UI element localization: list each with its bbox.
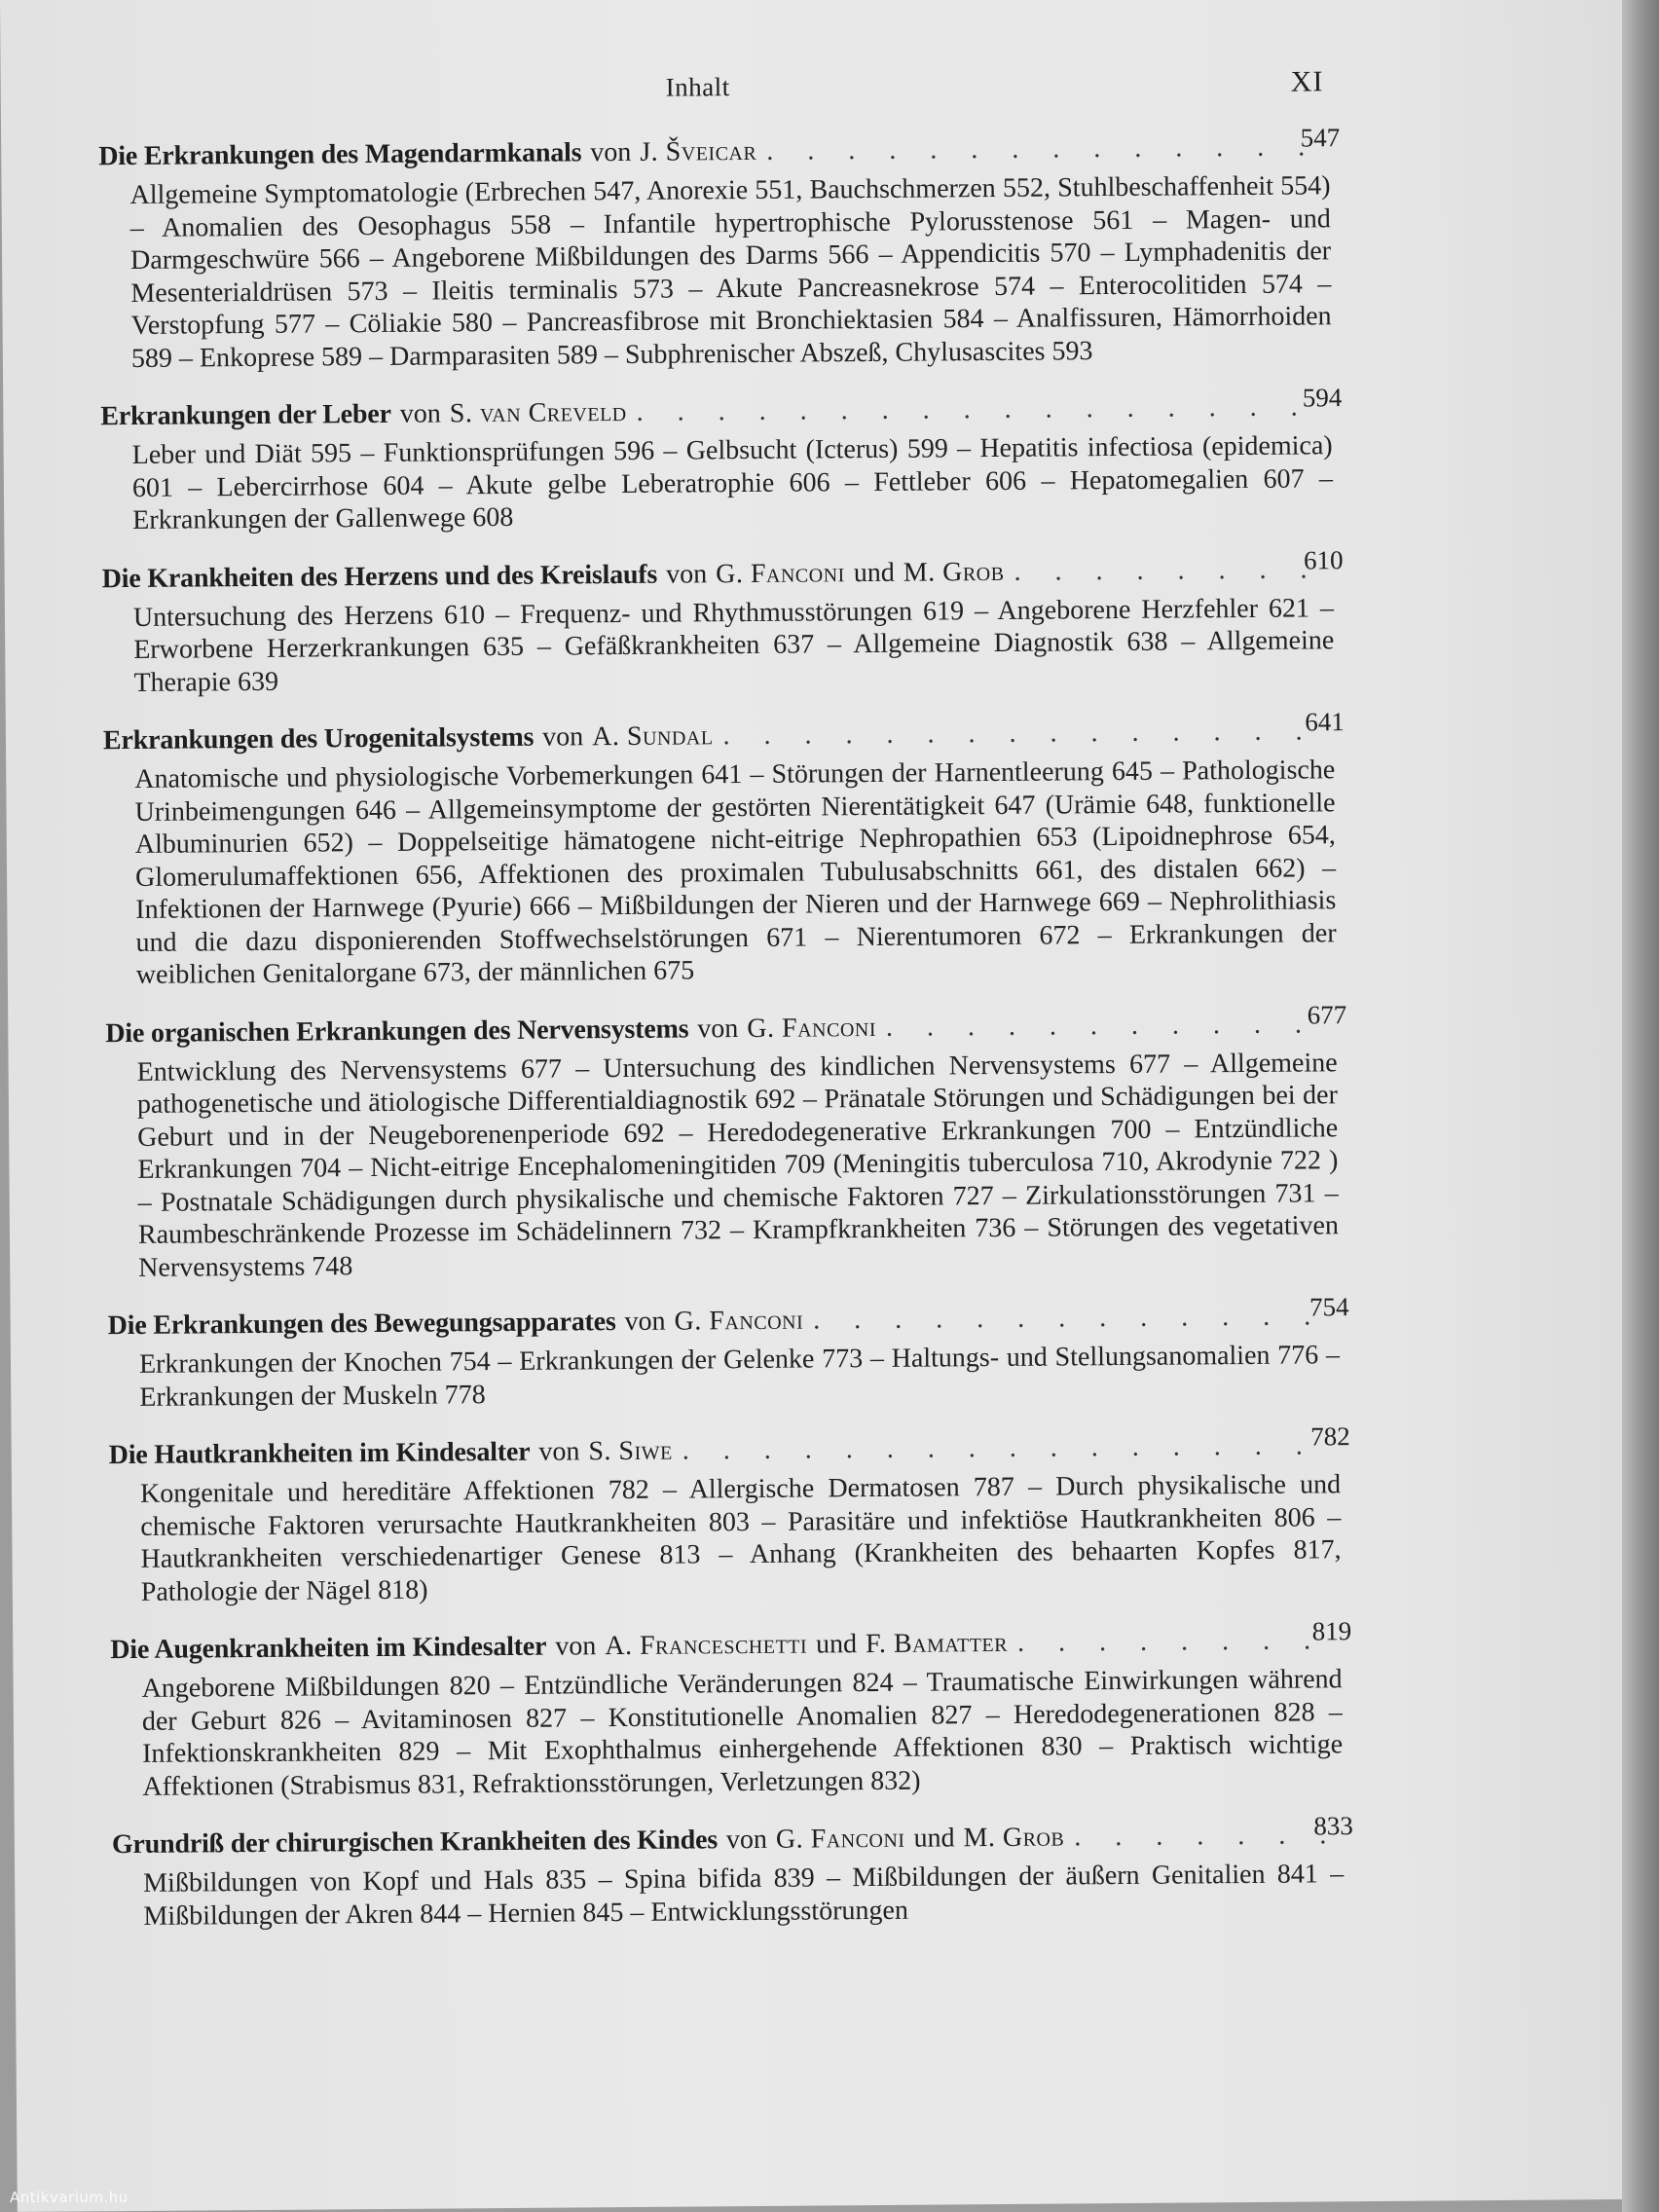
chapter-summary: Leber und Diät 595 – Funktionsprüfungen 596 – Gelbsucht (Icterus) 599 – Hepatitis infectiosa (epidemica) 601 – Lebercirrhose 604 – Akute gelbe Leberatrophie 606 – Fettleber 606 – Hepatomegalien 607 – Erkrankungen der Gallenwege 608 (131, 430, 1334, 535)
toc-entry-heading (109, 1429, 1341, 1472)
table-of-contents (98, 123, 1353, 1958)
chapter-page-number: 610 (1303, 544, 1344, 575)
toc-entry-heading (102, 553, 1334, 596)
chapter-title: Grundriß der chirurgischen Krankheiten des Kindes (111, 1825, 719, 1861)
chapter-title: Erkrankungen der Leber (100, 398, 391, 432)
page-number: XI (1290, 65, 1324, 98)
dot-leader (813, 1300, 1330, 1337)
chapter-author: A. Franceschetti (605, 1629, 808, 1662)
author-prefix: von (542, 721, 584, 753)
chapter-title: Erkrankungen des Urogenitalsystems (102, 721, 535, 756)
author-prefix: von (399, 398, 441, 429)
chapter-author: G. Fanconi (674, 1305, 804, 1337)
chapter-title: Die Erkrankungen des Magendarmkanals (98, 137, 582, 172)
author-prefix: von (725, 1824, 768, 1856)
toc-entry-heading (98, 130, 1330, 173)
author-prefix: von (590, 136, 632, 168)
chapter-author: S. Siwe (588, 1435, 673, 1467)
toc-entry (110, 1616, 1352, 1803)
dot-leader (766, 130, 1320, 167)
dot-leader (722, 715, 1325, 753)
page-header (1, 65, 1625, 117)
chapter-title: Die Erkrankungen des Bewegungsapparates (107, 1307, 616, 1342)
chapter-summary: Erkrankungen der Knochen 754 – Erkrankungen der Gelenke 773 – Haltungs- und Stellungsanomalien 776 – Erkrankungen der Muskeln 778 (138, 1340, 1341, 1413)
chapter-page-number: 641 (1305, 707, 1345, 737)
toc-entry (100, 383, 1343, 536)
chapter-page-number: 782 (1310, 1421, 1350, 1452)
toc-entry (102, 707, 1345, 991)
dot-leader (682, 1429, 1331, 1467)
book-spine-shadow (1622, 0, 1659, 2212)
chapter-author: G. Fanconi (775, 1823, 905, 1855)
toc-entry (98, 123, 1341, 375)
watermark: Antikvarium.hu (10, 2189, 129, 2206)
chapter-summary: Mißbildungen von Kopf und Hals 835 – Spina bifida 839 – Mißbildungen der äußern Genitalien 841 – Mißbildungen der Akren 844 – Hernien 845 – Entwicklungsstörungen (143, 1859, 1345, 1932)
author-prefix: von (624, 1306, 666, 1338)
chapter-author: G. Fanconi (747, 1012, 877, 1044)
chapter-summary: Untersuchung des Herzens 610 – Frequenz- und Rhythmusstörungen 619 – Angeborene Herzfehler 621 – Erworbene Herzerkrankungen 635 – Gefäßkrankheiten 637 – Allgemeine Diagnostik 638 – Allgemeine Therapie 639 (132, 592, 1335, 698)
chapter-coauthor: M. Grob (903, 556, 1005, 588)
toc-entry (105, 999, 1347, 1284)
toc-entry-heading (105, 1008, 1337, 1051)
chapter-summary: Angeborene Mißbildungen 820 – Entzündliche Veränderungen 824 – Traumatische Einwirkungen während der Geburt 826 – Avitaminosen 827 – Konstitutionelle Anomalien 827 – Heredodegenerationen 828 – Infektionskrankheiten 829 – Mit Exophthalmus einhergehende Affektionen 830 – Praktisch wichtige Affektionen (Strabismus 831, Refraktionsstörungen, Verletzungen 832) (141, 1664, 1344, 1802)
author-prefix: von (697, 1013, 739, 1044)
author-prefix: von (666, 558, 708, 590)
chapter-title: Die organischen Erkrankungen des Nervensystems (105, 1013, 689, 1049)
toc-entry (111, 1811, 1353, 1933)
chapter-page-number: 819 (1311, 1616, 1352, 1646)
running-title: Inhalt (665, 72, 730, 102)
author-conjunction: und (853, 557, 895, 588)
chapter-summary: Entwicklung des Nervensystems 677 – Untersuchung des kindlichen Nervensystems 677 – Allgemeine pathogenetische und ätiologische Differentialdiagnostik 692 – Pränatale Störungen und Schädigungen bei der Geburt und in der Neugeborenenperiode 692 – Heredodegenerative Erkrankungen 700 – Entzündliche Erkrankungen 704 – Nicht-eitrige Encephalomeningitiden 709 (Meningitis tuberculosa 710, Akrodynie 722 ) – Postnatale Schädigungen durch physikalische und chemische Faktoren 727 – Zirkulationsstörungen 731 – Raumbeschränkende Prozesse im Schädelinnern 732 – Krampfkrankheiten 736 – Störungen des vegetativen Nervensystems 748 (136, 1047, 1340, 1283)
toc-entry-heading (108, 1300, 1340, 1343)
chapter-author: A. Sundal (592, 720, 714, 753)
dot-leader (1074, 1819, 1334, 1854)
chapter-author: S. van Creveld (449, 396, 627, 429)
author-prefix: von (538, 1436, 580, 1467)
chapter-author: J. Šveicar (640, 135, 757, 167)
dot-leader (1014, 553, 1323, 588)
chapter-title: Die Krankheiten des Herzens und des Kreislaufs (101, 559, 658, 594)
toc-entry (101, 544, 1344, 699)
chapter-page-number: 594 (1302, 383, 1343, 413)
author-prefix: von (555, 1631, 597, 1662)
chapter-page-number: 677 (1307, 999, 1347, 1029)
chapter-summary: Allgemeine Symptomatologie (Erbrechen 547, Anorexie 551, Bauchschmerzen 552, Stuhlbeschaffenheit 554) – Anomalien des Oesophagus 558 – Infantile hypertrophische Pylorusstenose 561 – Magen- und Darmgeschwüre 566 – Angeborene Mißbildungen des Darms 566 – Appendicitis 570 – Lymphadenitis der Mesenterialdrüsen 573 – Ileitis terminalis 573 – Akute Pancreasnekrose 574 – Enterocolitiden 574 – Verstopfung 577 – Cöliakie 580 – Pancreasfibrose mit Bronchiektasien 584 – Analfissuren, Hämorrhoiden 589 – Enkoprese 589 – Darmparasiten 589 – Subphrenischer Abszeß, Chylusascites 593 (129, 170, 1332, 374)
chapter-author: G. Fanconi (716, 557, 845, 589)
toc-entry (108, 1421, 1350, 1608)
chapter-title: Die Hautkrankheiten im Kindesalter (108, 1436, 531, 1471)
toc-entry-heading (110, 1624, 1342, 1667)
toc-entry-heading (100, 390, 1332, 433)
chapter-page-number: 754 (1309, 1292, 1349, 1322)
dot-leader (637, 390, 1323, 429)
chapter-summary: Anatomische und physiologische Vorbemerkungen 641 – Störungen der Harnentleerung 645 – Pathologische Urinbeimengungen 646 – Allgemeinsymptome der gestörten Nierentätigkeit 647 (Urämie 648, funktionelle Albuminurien 652) – Doppelseitige hämatogene nicht-eitrige Nephropathien 653 (Lipoidnephrose 654, Glomerulumaffektionen 656, Affektionen des proximalen Tubulusabschnitts 661, des distalen 662) – Infektionen der Harnwege (Pyurie) 666 – Mißbildungen der Nieren und der Harnwege 669 – Nephrolithiasis und die dazu disponierenden Stoffwechselstörungen 671 – Nierentumoren 672 – Erkrankungen der weiblichen Genitalorgane 673, der männlichen 675 (134, 755, 1337, 990)
toc-entry-heading (112, 1819, 1344, 1862)
author-conjunction: und (815, 1629, 858, 1660)
chapter-coauthor: M. Grob (963, 1822, 1065, 1854)
chapter-page-number: 547 (1300, 123, 1341, 153)
chapter-title: Die Augenkrankheiten im Kindesalter (110, 1631, 547, 1666)
chapter-page-number: 833 (1313, 1811, 1353, 1841)
author-conjunction: und (913, 1823, 955, 1854)
chapter-summary: Kongenitale und hereditäre Affektionen 782 – Allergische Dermatosen 787 – Durch physikalische und chemische Faktoren verursachte Hautkrankheiten 803 – Parasitäre und infektiöse Hautkrankheiten 806 – Hautkrankheiten verschiedenartiger Genese 813 – Anhang (Krankheiten des behaarten Kopfes 817, Pathologie der Nägel 818) (139, 1469, 1342, 1607)
dot-leader (886, 1008, 1328, 1045)
chapter-coauthor: F. Bamatter (865, 1627, 1009, 1660)
toc-entry-heading (103, 715, 1335, 757)
dot-leader (1017, 1624, 1332, 1660)
toc-entry (107, 1292, 1349, 1414)
